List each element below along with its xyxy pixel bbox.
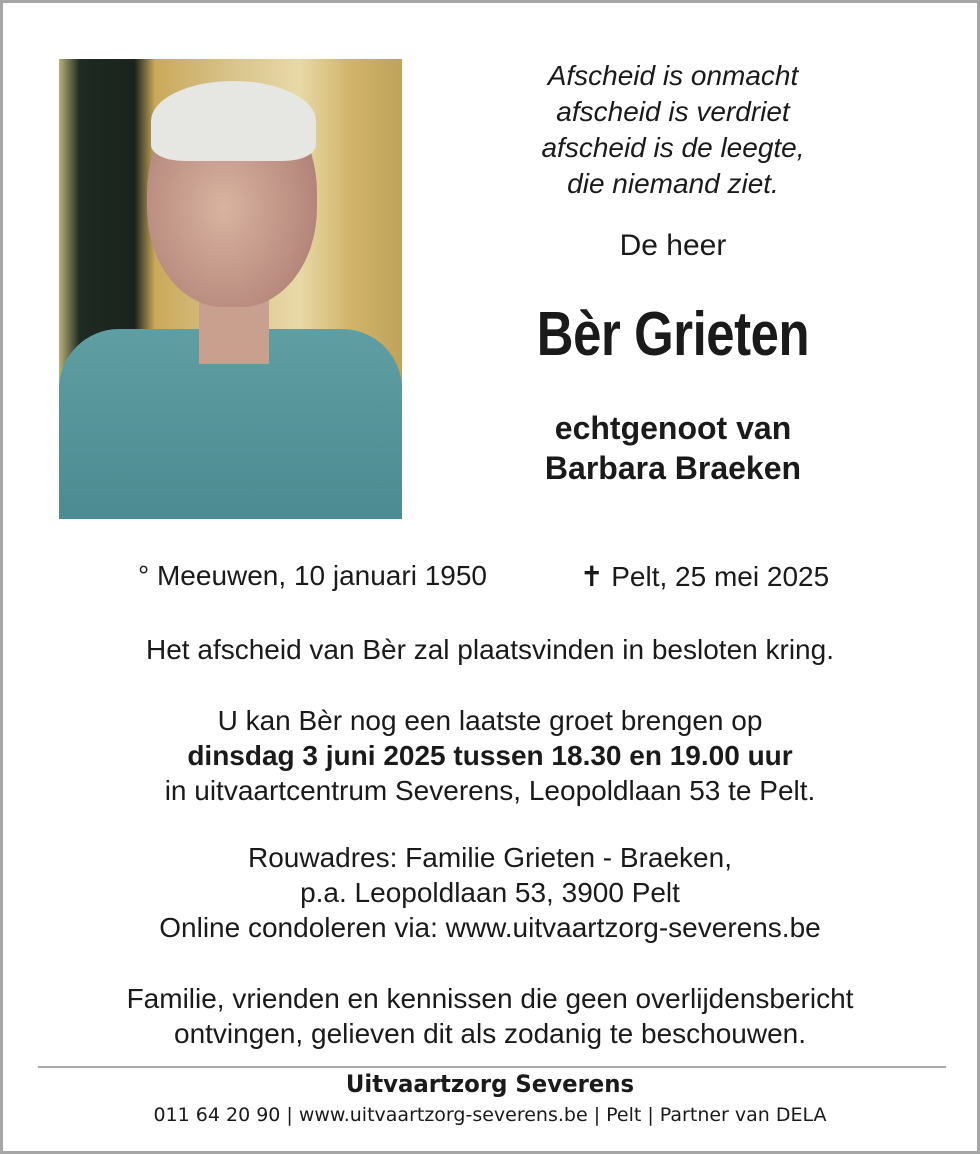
address-line: p.a. Leopoldlaan 53, 3900 Pelt	[300, 877, 680, 908]
visit-line: U kan Bèr nog een laatste groet brengen op	[217, 705, 763, 736]
spouse-name: Barbara Braeken	[544, 450, 802, 486]
portrait-photo	[59, 59, 402, 519]
birth-info: ° Meeuwen, 10 januari 1950	[138, 560, 487, 591]
spouse-label: echtgenoot van	[554, 410, 792, 446]
notice-line: Familie, vrienden en kennissen die geen overlijdensbericht	[126, 983, 854, 1014]
poem-line: afscheid is de leegte,	[541, 132, 805, 163]
footer-company: Uitvaartzorg Severens	[345, 1070, 635, 1098]
poem-line: Afscheid is onmacht	[547, 60, 799, 91]
address-info	[3, 840, 977, 945]
deceased-name: Bèr Grieten	[536, 300, 810, 369]
visitation-info	[3, 703, 977, 808]
address-line: Rouwadres: Familie Grieten - Braeken,	[248, 842, 732, 873]
death-info: ✝ Pelt, 25 mei 2025	[580, 561, 830, 592]
visit-location: in uitvaartcentrum Severens, Leopoldlaan 53 te Pelt.	[164, 775, 816, 806]
honorific: De heer	[619, 229, 727, 262]
notice-line: ontvingen, gelieven dit als zodanig te beschouwen.	[174, 1018, 806, 1049]
poem	[473, 58, 873, 202]
farewell-text: Het afscheid van Bèr zal plaatsvinden in besloten kring.	[146, 634, 834, 665]
spouse-info	[473, 408, 873, 488]
divider	[38, 1066, 946, 1068]
poem-line: afscheid is verdriet	[556, 96, 790, 127]
visit-date: dinsdag 3 juni 2025 tussen 18.30 en 19.00 uur	[187, 740, 793, 771]
notice-text	[3, 981, 977, 1051]
poem-line: die niemand ziet.	[567, 168, 779, 199]
footer-contact: 011 64 20 90 | www.uitvaartzorg-severens.be | Pelt | Partner van DELA	[153, 1104, 827, 1126]
condolence-link[interactable]: Online condoleren via: www.uitvaartzorg-severens.be	[159, 912, 821, 943]
